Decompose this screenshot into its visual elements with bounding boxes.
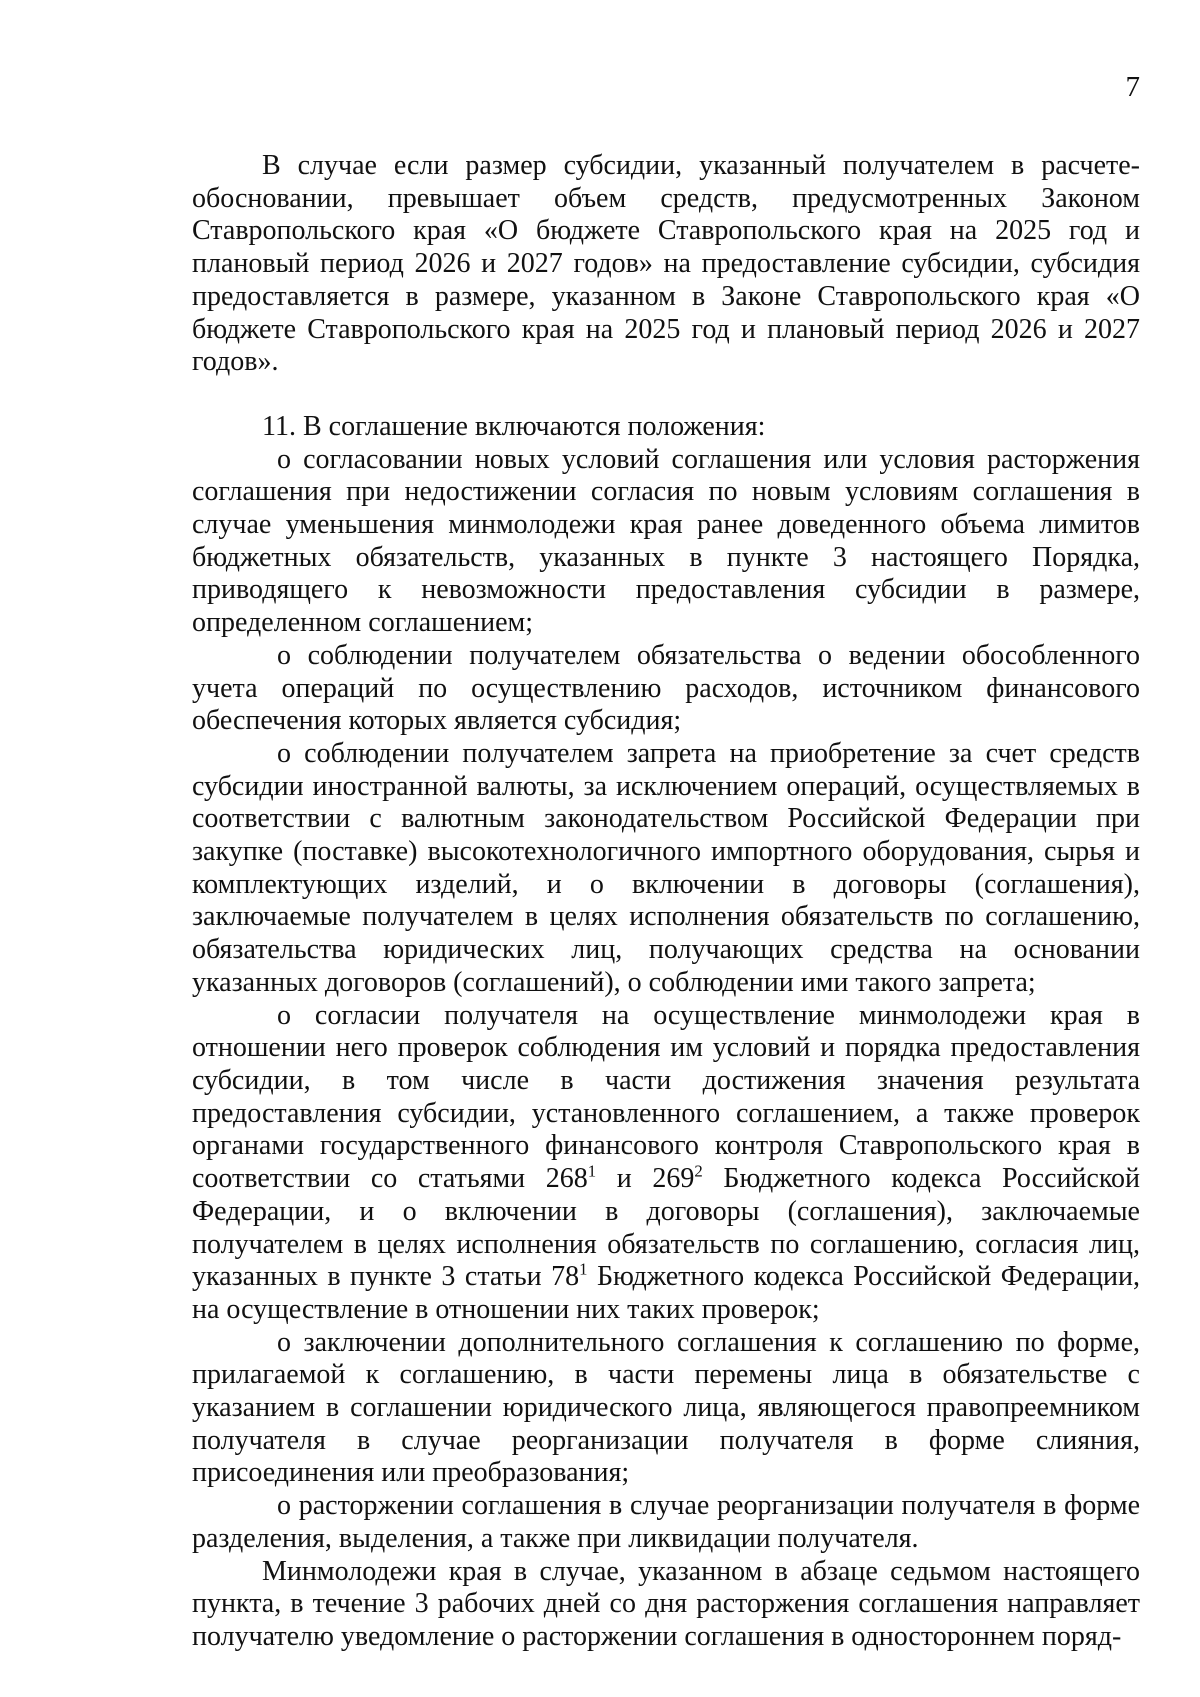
inspection-consent-text-4: Бюджетного кодекса Российской Федерации, на осуществление в отношении них таких проверок; bbox=[192, 1261, 1141, 1325]
superscript-article-269: 2 bbox=[694, 1161, 703, 1181]
paragraph-clause-11: 11. В соглашение включаются положения: bbox=[262, 410, 766, 442]
paragraph-inspection-consent bbox=[192, 1000, 1140, 1327]
inspection-consent-text-3: Бюджетного кодекса Российской Федерации, и о включении в договоры (соглашения), заключаемые получателем в целях исполнения обязательств по соглашению, согласия лиц, указанных в пункте 3 статьи 78 bbox=[192, 1163, 1141, 1293]
document-body bbox=[192, 150, 1140, 1654]
paragraph-termination-notice: Минмолодежи края в случае, указанном в абзаце седьмом настоящего пункта, в течение 3 рабочих дней со дня расторжения соглашения направляет получателю уведомление о расторжении соглашения в одностороннем поряд- bbox=[192, 1555, 1140, 1652]
paragraph-new-conditions: о согласовании новых условий соглашения или условия расторжения соглашения при недостижении согласия по новым условиям соглашения в случае уменьшения минмолодежи края ранее доведенного объема лимитов бюджетных обязательств, указанных в пункте 3 настоящего Порядка, приводящего к невозможности предоставления субсидии в размере, определенном соглашением; bbox=[192, 443, 1140, 639]
paragraph-subsidy-size: В случае если размер субсидии, указанный получателем в расчете-обосновании, превышает объем средств, предусмотренных Законом Ставропольского края «О бюджете Ставропольского края на 2025 год и плановый период 2026 и 2027 годов» на предоставление субсидии, субсидия предоставляется в размере, указанном в Законе Ставропольского края «О бюджете Ставропольского края на 2025 год и плановый период 2026 и 2027 годов». bbox=[192, 150, 1140, 378]
paragraph-additional-agreement: о заключении дополнительного соглашения к соглашению по форме, прилагаемой к соглашению, в части перемены лица в обязательстве с указанием в соглашении юридического лица, являющегося правопреемником получателя в случае реорганизации получателя в форме слияния, присоединения или преобразования; bbox=[192, 1326, 1140, 1489]
paragraph-separate-accounting: о соблюдении получателем обязательства о ведении обособленного учета операций по осуществлению расходов, источником финансового обеспечения которых является субсидия; bbox=[192, 639, 1140, 737]
superscript-article-268: 1 bbox=[587, 1161, 597, 1181]
paragraph-termination: о расторжении соглашения в случае реорганизации получателя в форме разделения, выделения, а также при ликвидации получателя. bbox=[192, 1490, 1140, 1554]
paragraph-currency-ban: о соблюдении получателем запрета на приобретение за счет средств субсидии иностранной валюты, за исключением операций, осуществляемых в соответствии с валютным законодательством Российской Федерации при закупке (поставке) высокотехнологичного импортного оборудования, сырья и комплектующих изделий, и о включении в договоры (соглашения), заключаемые получателем в целях исполнения обязательств по соглашению, обязательства юридических лиц, получающих средства на основании указанных договоров (соглашений), о соблюдении ими такого запрета; bbox=[192, 737, 1140, 998]
inspection-consent-text-1: о согласии получателя на осуществление минмолодежи края в отношении него проверок соблюдения им условий и порядка предоставления субсидии, в том числе в части достижения значения результата предоставления субсидии, установленного соглашением, а также проверок органами государственного финансового контроля Ставропольского края в соответствии со статьями 268 bbox=[192, 999, 1140, 1195]
page-number: 7 bbox=[1125, 71, 1140, 103]
inspection-consent-text-2: и 269 bbox=[596, 1163, 695, 1195]
superscript-article-78: 1 bbox=[579, 1259, 588, 1279]
